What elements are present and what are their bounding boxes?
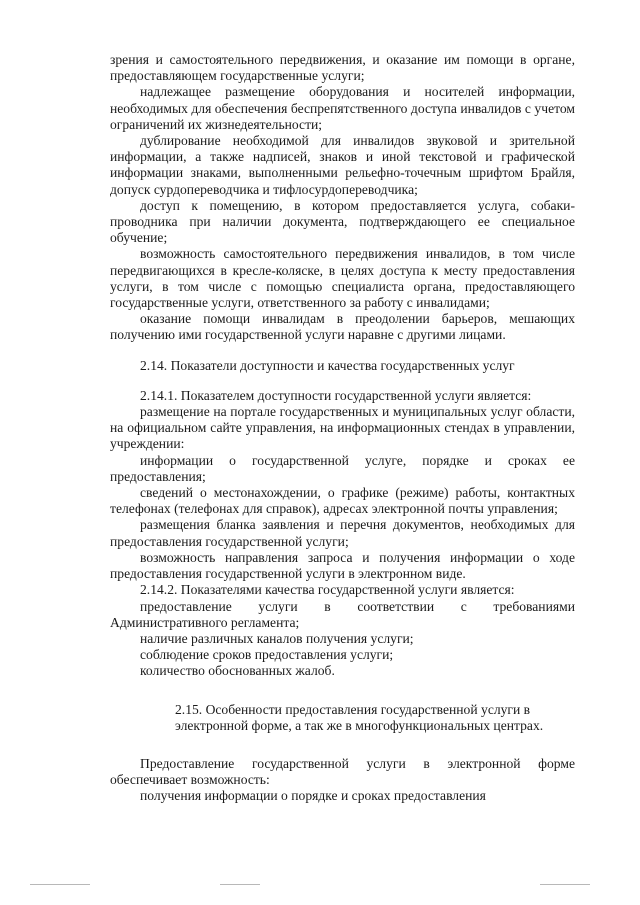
paragraph: соблюдение сроков предоставления услуги; [140, 647, 394, 663]
paragraph: возможность направления запроса и получения информации о ходе предоставления государственной услуги в электронном виде. [110, 549, 575, 582]
paragraph: предоставление услуги в соответствии с требованиями Административного регламента; [110, 598, 575, 630]
paragraph: надлежащее размещение оборудования и носителей информации, необходимых для обеспечения беспрепятственного доступа инвалидов с учетом ограничений их жизнедеятельности; [110, 84, 575, 132]
scan-artifact [30, 884, 90, 885]
section-heading: 2.14. Показатели доступности и качества государственных услуг [140, 357, 515, 373]
paragraph: размещения бланка заявления и перечня документов, необходимых для предоставления государственной услуги; [110, 517, 575, 549]
paragraph: возможность самостоятельного передвижения инвалидов, в том числе передвигающихся в кресле-коляске, в целях доступа к месту предоставления услуги, в том числе с помощью специалиста органа, предоставляющего государственные услуги, ответственного за работу с инвалидами; [110, 246, 575, 311]
section-heading: 2.15. Особенности предоставления государственной услуги в электронной форме, а так же в многофункциональных центрах. [175, 701, 544, 733]
subsection-heading: 2.14.2. Показателями качества государственной услуги является: [140, 582, 515, 598]
paragraph: зрения и самостоятельного передвижения, и оказание им помощи в органе, предоставляющем государственные услуги; [110, 52, 575, 84]
paragraph: информации о государственной услуге, порядке и сроках ее предоставления; [110, 452, 575, 484]
paragraph: наличие различных каналов получения услуги; [140, 630, 414, 646]
scan-artifact [540, 884, 590, 885]
paragraph: Предоставление государственной услуги в электронной форме обеспечивает возможность: [110, 755, 575, 788]
paragraph: дублирование необходимой для инвалидов звуковой и зрительной информации, а также надписей, знаков и иной текстовой и графической информации знаками, выполненными рельефно-точечным шрифтом Брайля, допуск сурдопереводчика и тифлосурдопереводчика; [110, 133, 575, 197]
paragraph: размещение на портале государственных и муниципальных услуг области, на официальном сайте управления, на информационных стендах в управлении, учреждении: [110, 404, 575, 452]
scan-artifact [220, 884, 260, 885]
paragraph: количество обоснованных жалоб. [140, 663, 335, 679]
document-body [110, 52, 575, 805]
paragraph: оказание помощи инвалидам в преодолении барьеров, мешающих получению ими государственной услуги наравне с другими лицами. [110, 311, 575, 343]
paragraph: доступ к помещению, в котором предоставляется услуга, собаки-проводника при наличии документа, подтверждающего ее специальное обучение; [110, 197, 575, 246]
paragraph: сведений о местонахождении, о графике (режиме) работы, контактных телефонах (телефонах для справок), адресах электронной почты управления; [110, 485, 575, 517]
paragraph: получения информации о порядке и сроках предоставления [140, 788, 486, 804]
subsection-heading: 2.14.1. Показателем доступности государственной услуги является: [140, 387, 532, 403]
